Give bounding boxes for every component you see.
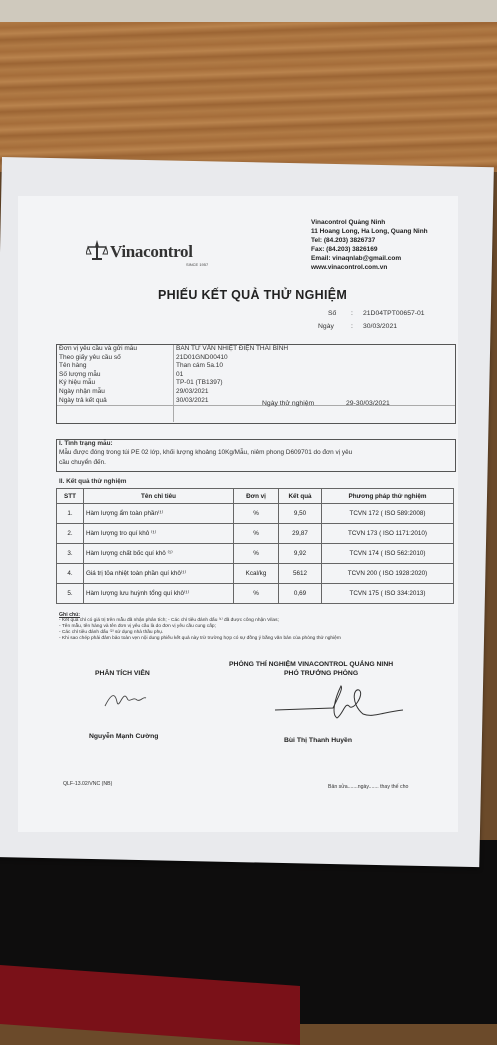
header-unit: Đơn vị xyxy=(234,489,279,504)
row-method: TCVN 174 ( ISO 562:2010) xyxy=(322,544,454,564)
results-header-row xyxy=(57,489,454,504)
sample-condition-title: I. Tình trạng mẫu: xyxy=(59,440,113,447)
lab-title: PHÒNG THÍ NGHIỆM VINACONTROL QUẢNG NINH xyxy=(229,661,394,668)
info-label: Ký hiệu mẫu xyxy=(59,379,96,387)
company-name: Vinacontrol Quảng Ninh xyxy=(311,219,386,226)
info-label: Số lượng mẫu xyxy=(59,370,101,378)
notes-title: Ghi chú: xyxy=(59,612,81,618)
header-indicator: Tên chỉ tiêu xyxy=(84,489,234,504)
row-unit: % xyxy=(234,524,279,544)
row-indicator: Hàm lượng tro quí khô ⁽¹⁾ xyxy=(84,524,234,544)
info-label: Ngày nhận mẫu xyxy=(59,388,105,395)
document-page xyxy=(18,196,458,832)
header-method: Phương pháp thử nghiệm xyxy=(322,489,454,504)
info-value: 30/03/2021 xyxy=(176,396,209,404)
row-indicator: Giá trị tỏa nhiệt toàn phần quí khô⁽¹⁾ xyxy=(84,564,234,584)
info-label: Đơn vị yêu cầu và gửi mẫu xyxy=(59,345,137,352)
note-line-2: - Tên mẫu, tên hàng và tên đơn vị yêu cầu là do đơn vị yêu cầu cung cấp; xyxy=(59,624,216,629)
row-unit: % xyxy=(234,504,279,524)
sample-condition-line2: cầu chuyển đến. xyxy=(59,459,106,466)
row-result: 29,87 xyxy=(279,524,322,544)
deputy-head-title: PHÓ TRƯỞNG PHÒNG xyxy=(284,670,359,677)
info-label: Theo giấy yêu cầu số xyxy=(59,353,121,361)
row-unit: % xyxy=(234,584,279,604)
document-title: PHIẾU KẾT QUẢ THỬ NGHIỆM xyxy=(158,288,348,302)
note-line-1: - Kết quả chỉ có giá trị trên mẫu đã nhận phân tích; - Các chỉ tiêu đánh dấu ⁽¹⁾ đã được công nhận Vilas; xyxy=(59,618,279,623)
row-result: 9,92 xyxy=(279,544,322,564)
deputy-head-signature xyxy=(273,684,413,724)
logo-wordmark: Vinacontrol xyxy=(110,242,193,261)
results-table xyxy=(56,488,454,604)
row-method: TCVN 200 ( ISO 1928:2020) xyxy=(322,564,454,584)
note-line-4: - Khi sao chép phải đảm bảo toàn vẹn nội dung phiếu kết quả này trừ trường hợp có sự đồng ý bằng văn bản của phòng thử nghiệm xyxy=(59,636,341,641)
wooden-table xyxy=(0,22,497,172)
row-stt: 1. xyxy=(57,504,84,524)
row-result: 9,50 xyxy=(279,504,322,524)
scale-logo-icon xyxy=(86,239,108,261)
test-date-value: 29-30/03/2021 xyxy=(346,400,390,407)
info-label: Tên hàng xyxy=(59,362,87,370)
background-wall xyxy=(0,0,497,22)
table-row xyxy=(57,584,454,604)
analyst-name: Nguyễn Mạnh Cường xyxy=(89,733,159,740)
table-row xyxy=(57,504,454,524)
table-row xyxy=(57,544,454,564)
row-method: TCVN 175 ( ISO 334:2013) xyxy=(322,584,454,604)
sample-condition-line1: Mẫu được đóng trong túi PE 02 lớp, khối lượng khoảng 10Kg/Mẫu, niêm phong D609701 do đơn vị yêu xyxy=(59,449,353,456)
row-stt: 2. xyxy=(57,524,84,544)
row-result: 5612 xyxy=(279,564,322,584)
row-indicator: Hàm lượng chất bốc quí khô ⁽¹⁾ xyxy=(84,544,234,564)
doc-number-label: Số xyxy=(328,310,337,317)
doc-number-colon: : xyxy=(351,310,353,317)
row-stt: 4. xyxy=(57,564,84,584)
row-result: 0,69 xyxy=(279,584,322,604)
row-indicator: Hàm lượng lưu huỳnh tổng quí khô⁽¹⁾ xyxy=(84,584,234,604)
info-label: Ngày trả kết quả xyxy=(59,396,107,404)
form-code: QLF-13.02/VNC (NB) xyxy=(63,781,113,787)
table-row xyxy=(57,524,454,544)
row-stt: 3. xyxy=(57,544,84,564)
company-website: www.vinacontrol.com.vn xyxy=(311,264,388,271)
info-value: 21D01GND00410 xyxy=(176,353,228,361)
logo-since: SINCE 1957 xyxy=(186,262,209,267)
company-address: 11 Hoang Long, Ha Long, Quang Ninh xyxy=(311,228,428,235)
doc-date-colon: : xyxy=(351,323,353,330)
doc-date-label: Ngày xyxy=(318,323,334,330)
doc-number-value: 21D04TPT00657-01 xyxy=(363,310,425,317)
note-line-3: - Các chỉ tiêu đánh dấu ⁽²⁾ sử dụng nhà thầu phụ. xyxy=(59,630,164,635)
header-stt: STT xyxy=(57,489,84,504)
doc-date-value: 30/03/2021 xyxy=(363,323,398,330)
company-fax: Fax: (84.203) 3826169 xyxy=(311,246,378,253)
deputy-head-name: Bùi Thị Thanh Huyền xyxy=(284,737,352,744)
table-row xyxy=(57,564,454,584)
info-value: 01 xyxy=(176,370,184,378)
header-result: Kết quả xyxy=(279,489,322,504)
info-value: TP-01 (TB1397) xyxy=(176,379,223,387)
row-method: TCVN 173 ( ISO 1171:2010) xyxy=(322,524,454,544)
row-unit: Kcal/kg xyxy=(234,564,279,584)
vinacontrol-logo xyxy=(86,239,108,266)
company-tel: Tel: (84.203) 3826737 xyxy=(311,237,376,244)
analyst-signature xyxy=(103,684,148,714)
analyst-title: PHÂN TÍCH VIÊN xyxy=(95,670,150,677)
row-unit: % xyxy=(234,544,279,564)
test-date-label: Ngày thử nghiệm xyxy=(262,400,315,407)
row-indicator: Hàm lượng ẩm toàn phần⁽¹⁾ xyxy=(84,504,234,524)
info-column-divider xyxy=(173,345,174,422)
info-value: BAN TƯ VẤN NHIỆT ĐIỆN THÁI BÌNH xyxy=(176,345,289,352)
company-email: Email: vinaqnlab@gmail.com xyxy=(311,255,402,262)
results-title: II. Kết quả thử nghiệm xyxy=(59,478,127,485)
info-value: 29/03/2021 xyxy=(176,388,209,395)
info-value: Than cám 5a.10 xyxy=(176,362,223,370)
row-method: TCVN 172 ( ISO 589:2008) xyxy=(322,504,454,524)
edition-info: Bản sửa.......ngày....... thay thế cho xyxy=(328,784,409,790)
row-stt: 5. xyxy=(57,584,84,604)
